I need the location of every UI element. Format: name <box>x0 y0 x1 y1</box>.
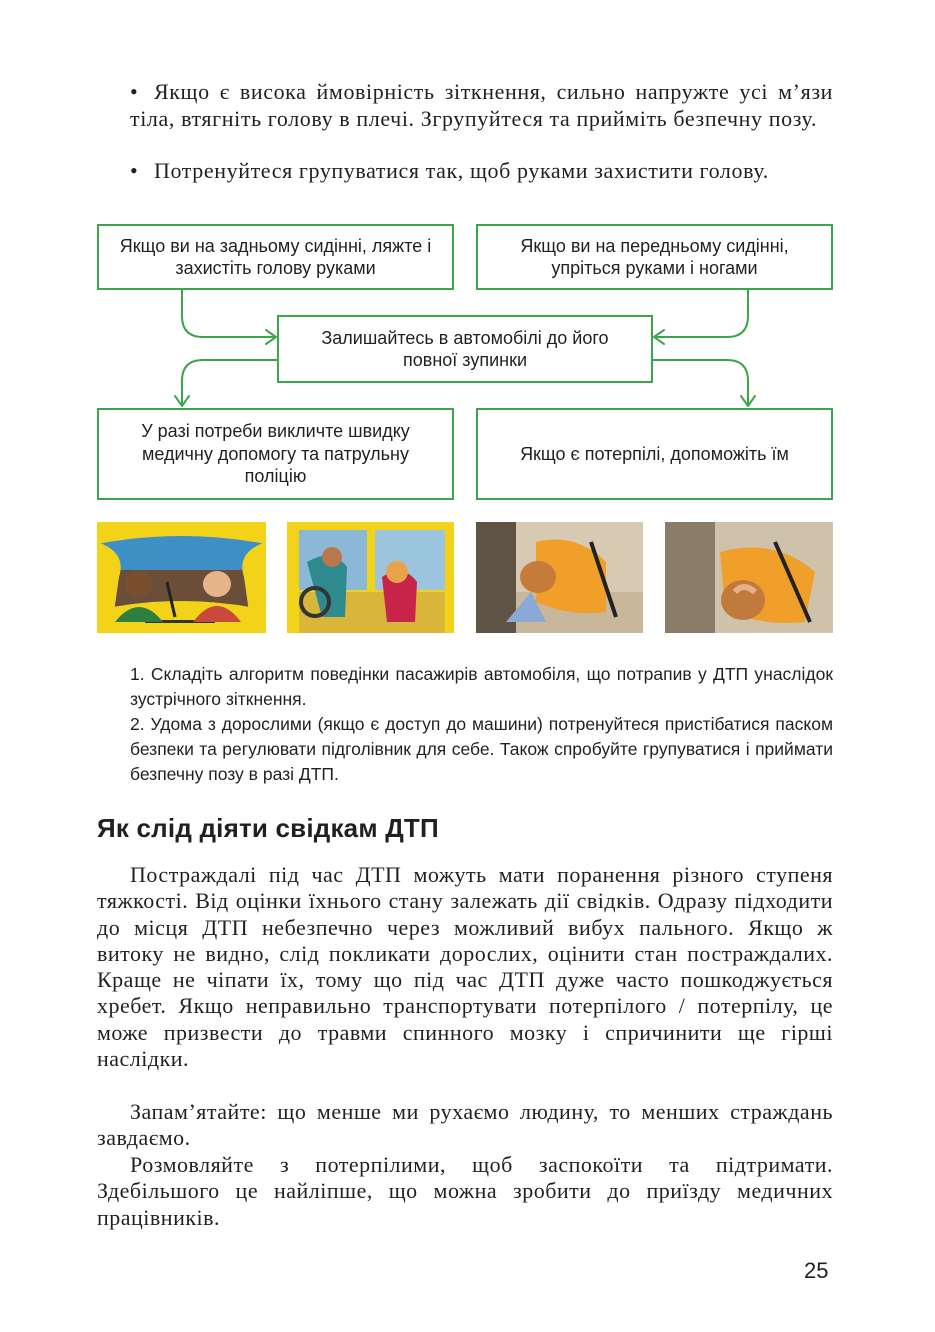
bullet-text: Потренуйтеся групуватися так, щоб руками захистити голову. <box>154 158 769 183</box>
paragraph: Запам’ятайте: що менше ми рухаємо людину, то менших страждань завдаємо. <box>97 1099 833 1151</box>
box-stay-in-car-text: Залишайтесь в автомобілі до його повної зупинки <box>321 327 609 370</box>
arrow-stay-to-help <box>652 360 748 404</box>
task-1: 1. Складіть алгоритм поведінки пасажирів автомобіля, що потрапив у ДТП унаслідок зустрічного зіткнення. <box>130 664 833 709</box>
box-front-seat <box>476 224 833 290</box>
illustration-safe-pose-front <box>665 522 833 633</box>
box-stay-in-car <box>277 315 653 383</box>
illustration-back-seat-passengers <box>97 522 266 633</box>
page-number: 25 <box>804 1258 829 1283</box>
box-call-help <box>97 408 454 500</box>
box-help-injured <box>476 408 833 500</box>
paragraph: Постраждалі під час ДТП можуть мати поранення різного ступеня тяжкості. Від оцінки їхнього стану залежать дії свідків. Одразу підходити до місця ДТП небезпечно через можливий вибух пального. Якщо ж витоку не видно, слід покликати дорослих, оцінити стан постраждалих. Краще не чіпати їх, тому що під час ДТП дуже часто пошкоджується хребет. Якщо неправильно транспортувати потерпілого / потерпілу, це може призвести до травми спинного мозку і спричинити ще гірші наслідки. <box>97 862 833 1072</box>
arrow-stay-to-call <box>182 360 278 404</box>
box-call-help-text: У разі потреби викличте швидку медичну допомогу та патрульну поліцію <box>141 421 410 487</box>
bullet-text: Якщо є висока ймовірність зіткнення, сильно напружте усі м’язи тіла, втягніть голову в плечі. Згрупуйтеся та прийміть безпечну позу. <box>130 79 833 131</box>
bullet-marker: • <box>130 79 139 104</box>
illustration-safe-pose-back <box>476 522 643 633</box>
arrow-front-to-stay <box>656 290 748 337</box>
arrow-back-to-stay <box>182 290 274 337</box>
task-2: 2. Удома з дорослими (якщо є доступ до машини) потренуйтеся пристібатися паском безпеки та регулювати підголівник для себе. Також спробуйте групуватися і приймати безпечну позу в разі ДТП. <box>130 714 833 784</box>
section-heading: Як слід діяти свідкам ДТП <box>97 813 439 843</box>
illustration-front-seat-brace <box>287 522 454 633</box>
box-back-seat-text: Якщо ви на задньому сидінні, ляжте і захистіть голову руками <box>119 235 432 278</box>
box-back-seat <box>97 224 454 290</box>
bullet-marker: • <box>130 158 139 183</box>
paragraph: Розмовляйте з потерпілими, щоб заспокоїти та підтримати. Здебільшого це найліпше, що можна зробити до приїзду медичних працівників. <box>97 1152 833 1230</box>
box-help-injured-text: Якщо є потерпілі, допоможіть їм <box>520 443 789 464</box>
box-front-seat-text: Якщо ви на передньому сидінні, упріться руками і ногами <box>520 235 789 278</box>
